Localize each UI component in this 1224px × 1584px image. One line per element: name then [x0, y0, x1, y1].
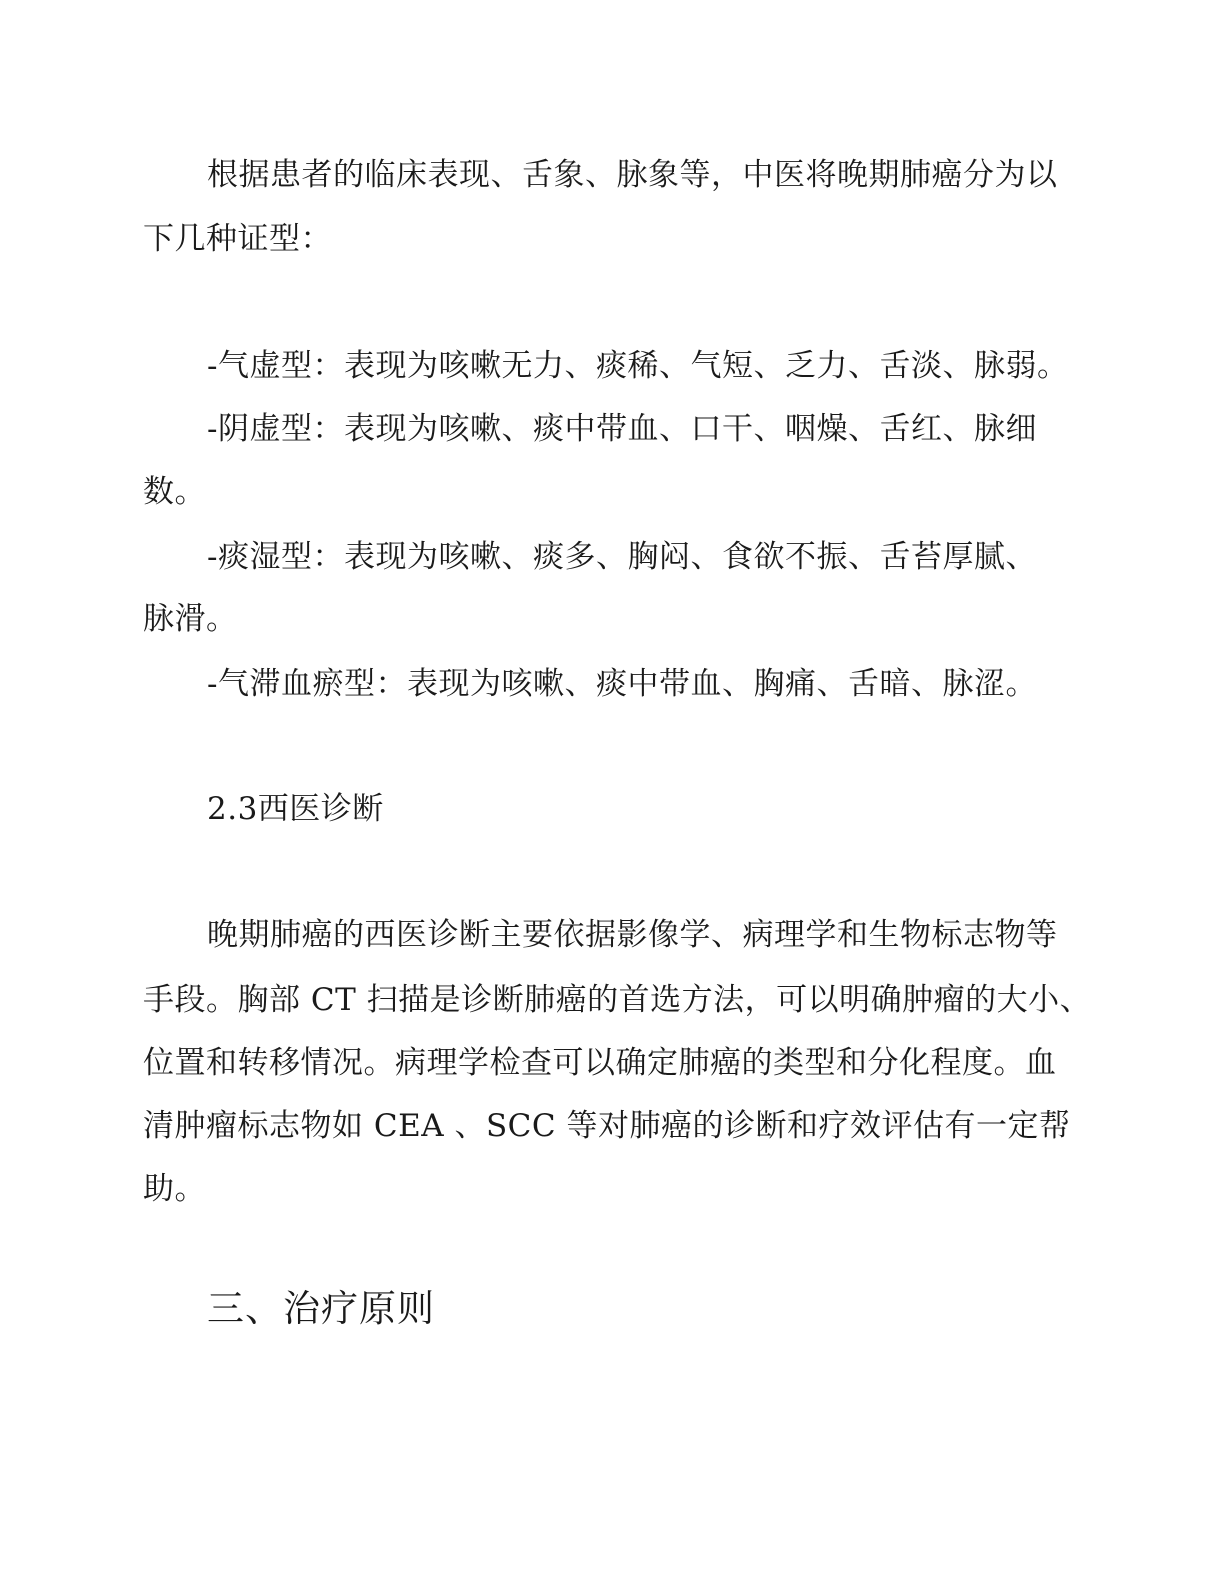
section-3-title: 三、治疗原则	[207, 1287, 435, 1330]
para-intro-line-1: 根据患者的临床表现、舌象、脉象等，中医将晚期肺癌分为以	[207, 157, 1058, 193]
section-2-3-line-1: 晚期肺癌的西医诊断主要依据影像学、病理学和生物标志物等	[207, 917, 1058, 953]
type-qizhi: -气滞血瘀型：表现为咳嗽、痰中带血、胸痛、舌暗、脉涩。	[207, 666, 1037, 702]
section-2-3-line-4: 清肿瘤标志物如 CEA 、SCC 等对肺癌的诊断和疗效评估有一定帮	[143, 1108, 1071, 1144]
section-2-3-line-2: 手段。胸部 CT 扫描是诊断肺癌的首选方法，可以明确肿瘤的大小、	[143, 982, 1092, 1018]
type-tanshi-line-1: -痰湿型：表现为咳嗽、痰多、胸闷、食欲不振、舌苔厚腻、	[207, 539, 1037, 575]
type-yinxu-line-2: 数。	[143, 474, 206, 510]
para-intro-line-2: 下几种证型：	[143, 221, 332, 257]
type-tanshi-line-2: 脉滑。	[143, 601, 238, 637]
section-2-3-title: 2.3西医诊断	[207, 791, 384, 827]
section-2-3-line-3: 位置和转移情况。病理学检查可以确定肺癌的类型和分化程度。血	[143, 1045, 1057, 1081]
section-2-3-line-5: 助。	[143, 1171, 206, 1207]
type-yinxu-line-1: -阴虚型：表现为咳嗽、痰中带血、口干、咽燥、舌红、脉细	[207, 411, 1037, 447]
type-qixu: -气虚型：表现为咳嗽无力、痰稀、气短、乏力、舌淡、脉弱。	[207, 348, 1069, 384]
